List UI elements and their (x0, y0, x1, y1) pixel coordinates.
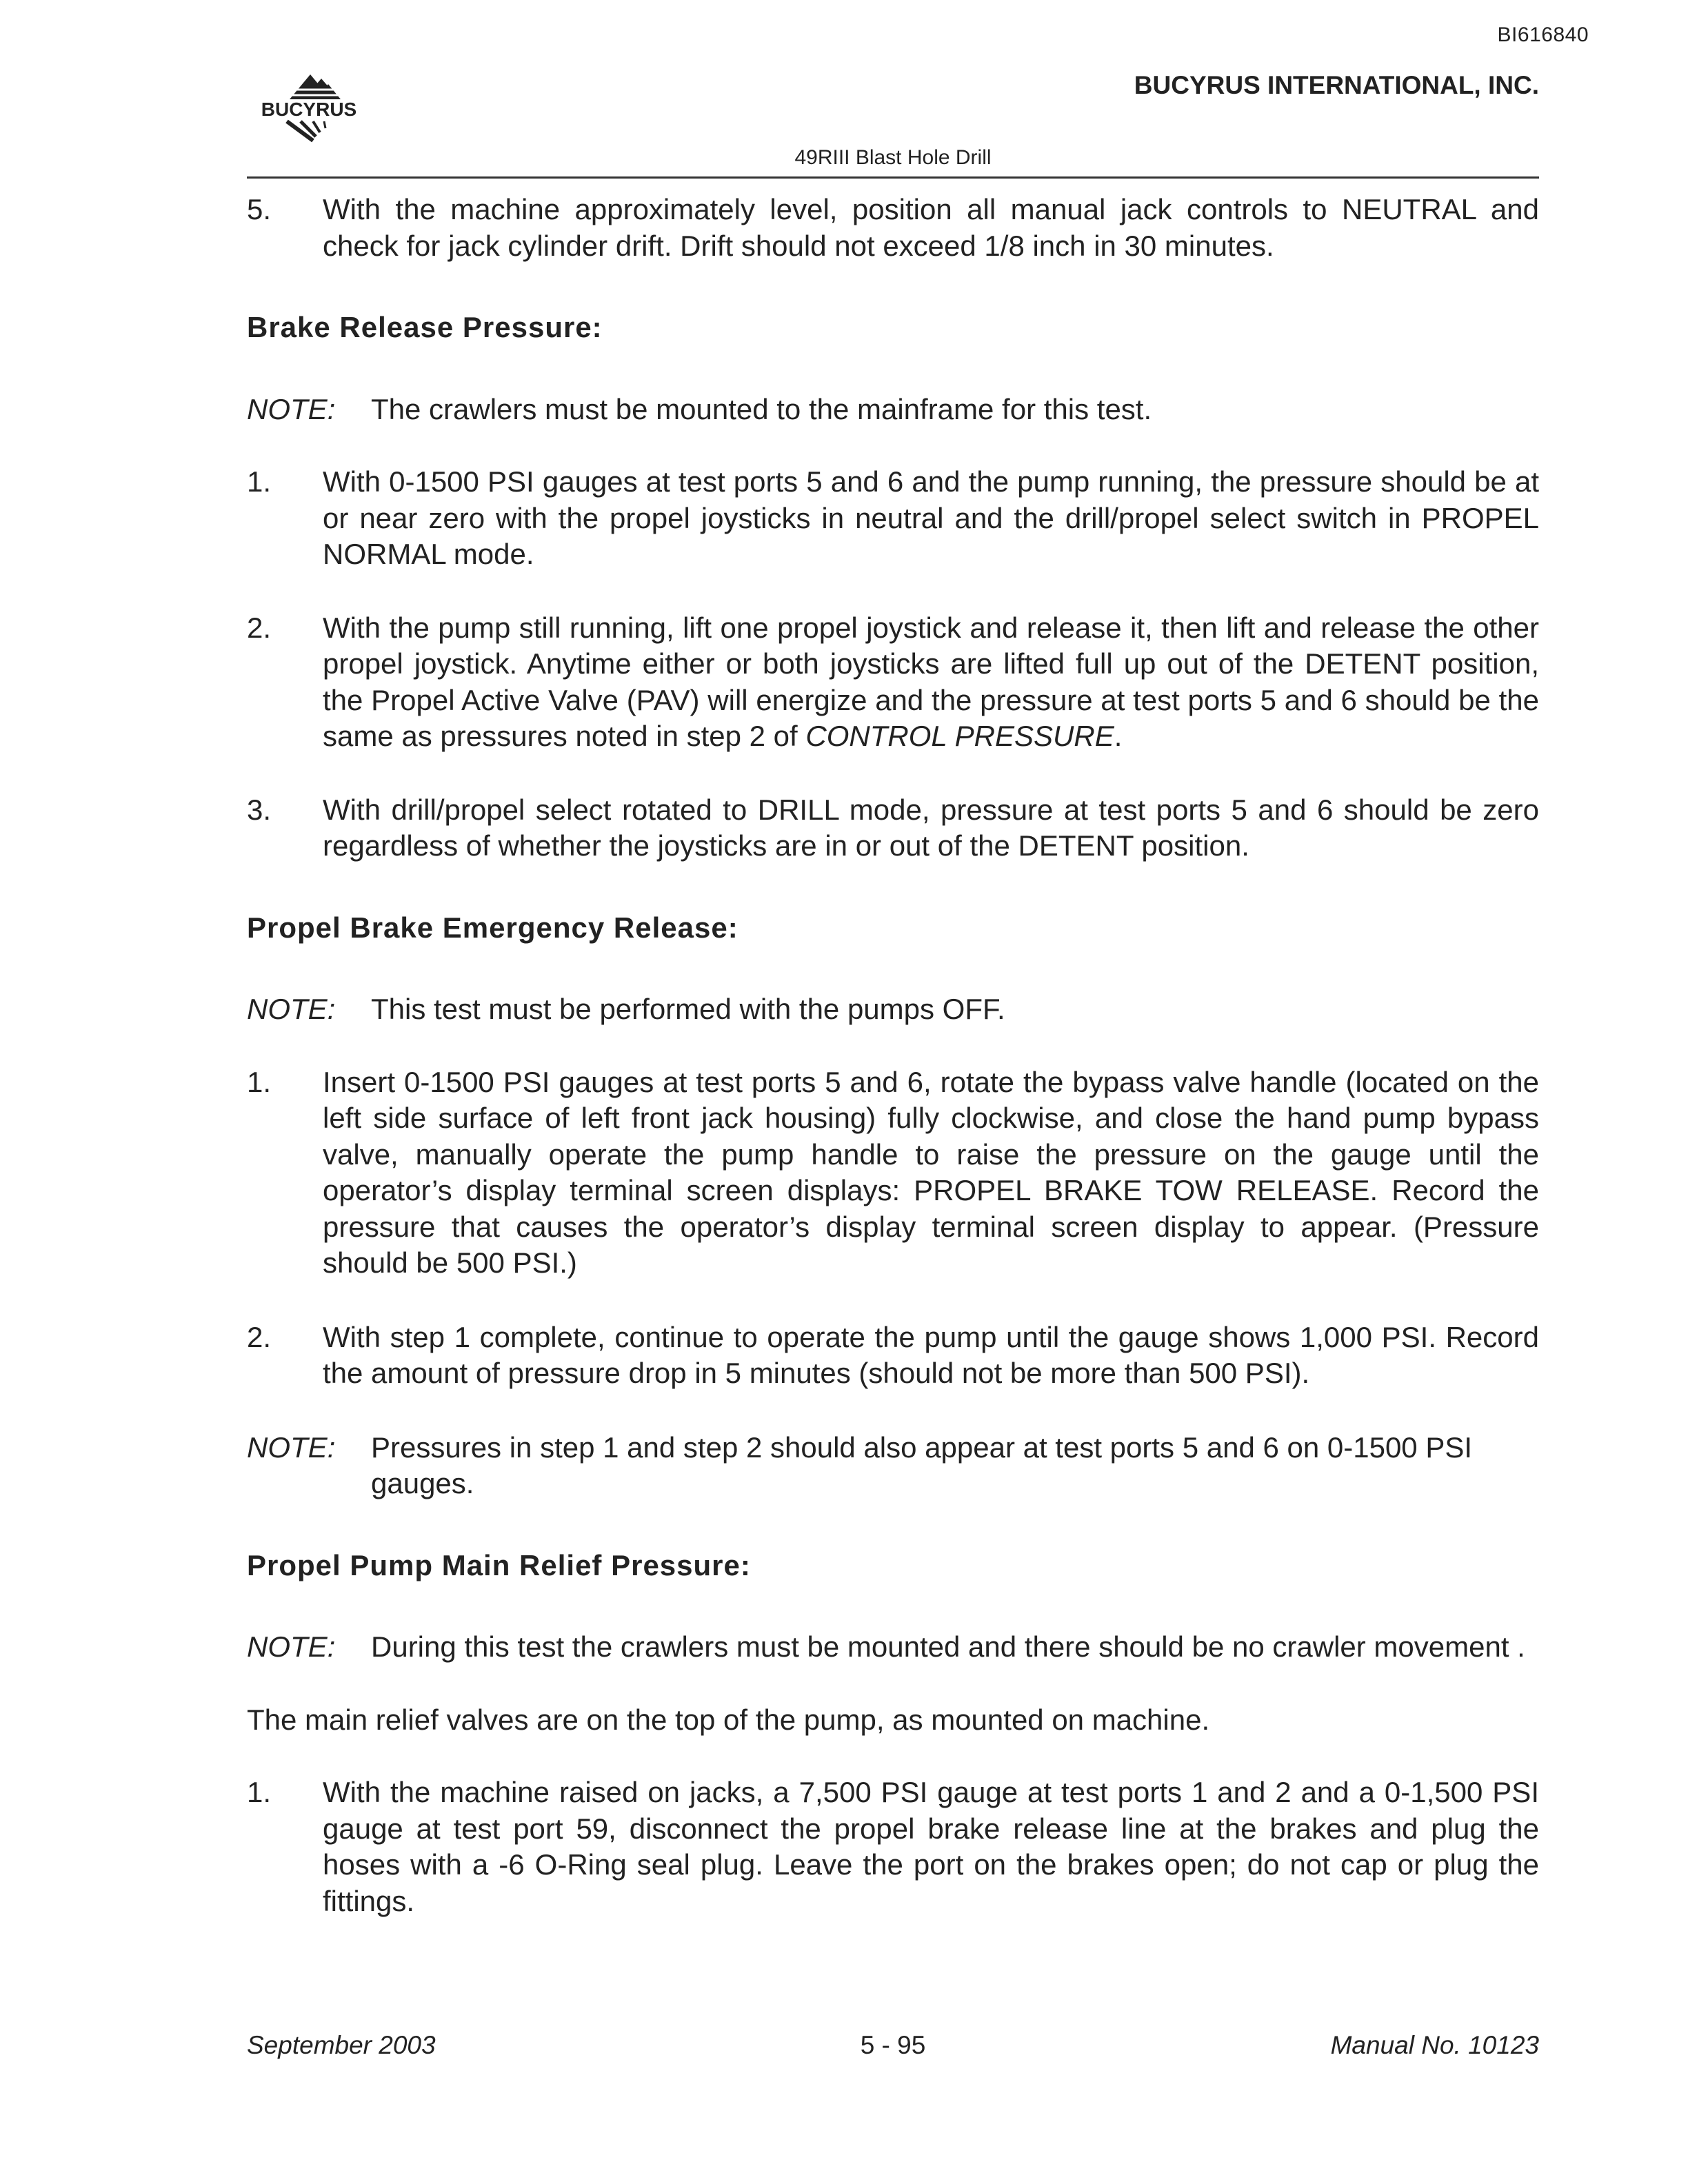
note (247, 991, 1539, 1028)
page-number: 5 - 95 (860, 2031, 926, 2059)
step-number: 1. (247, 1065, 272, 1098)
header-divider (247, 176, 1539, 179)
step-number: 1. (247, 465, 272, 498)
step-text: With 0-1500 PSI gauges at test ports 5 and 6 and the pump running, the pressure should be at or near zero with the propel joysticks in neutral and the drill/propel select switch in PROPEL NORMAL mode. (323, 465, 1539, 570)
note-label: NOTE: (247, 993, 336, 1025)
step-text: With the machine approximately level, position all manual jack controls to NEUTRAL and check for jack cylinder drift. Drift should not exceed 1/8 inch in 30 minutes. (323, 193, 1539, 262)
note-text: The crawlers must be mounted to the mainframe for this test. (371, 392, 1152, 425)
step-text-reference: CONTROL PRESSURE (805, 720, 1114, 752)
step-text: With step 1 complete, continue to operate the pump until the gauge shows 1,000 PSI. Record the amount of pressure drop in 5 minutes (should not be more than 500 PSI). (323, 1320, 1539, 1389)
list-item (247, 610, 1539, 755)
document-subtitle: 49RIII Blast Hole Drill (794, 146, 992, 169)
page-content (247, 192, 1539, 1919)
section-heading: Propel Brake Emergency Release: (247, 911, 738, 944)
note-label: NOTE: (247, 1430, 336, 1464)
note (247, 1430, 1539, 1502)
section-heading: Propel Pump Main Relief Pressure: (247, 1548, 751, 1581)
company-name: BUCYRUS INTERNATIONAL, INC. (1134, 71, 1539, 99)
note-label: NOTE: (247, 392, 336, 425)
footer-date: September 2003 (247, 2031, 436, 2059)
note (247, 392, 1539, 428)
list-item (247, 1320, 1539, 1392)
note-text: This test must be performed with the pumps OFF. (371, 993, 1005, 1025)
step-number: 3. (247, 793, 272, 826)
paragraph: The main relief valves are on the top of the pump, as mounted on machine. (247, 1703, 1210, 1736)
list-item (247, 1775, 1539, 1919)
list-item (247, 1064, 1539, 1282)
step-text-end: . (1114, 720, 1123, 752)
step-text: With drill/propel select rotated to DRILL mode, pressure at test ports 5 and 6 should be zero regardless of whether the joysticks are in or out of the DETENT position. (323, 793, 1539, 862)
step-text (323, 610, 1539, 755)
note-label: NOTE: (247, 1630, 336, 1663)
step-text: Insert 0-1500 PSI gauges at test ports 5 and 6, rotate the bypass valve handle (located on the left side surface of left front jack housing) fully clockwise, and close the hand pump bypass valve, manually operate the pump handle to raise the pressure on the gauge until the operator’s display terminal screen displays: PROPEL BRAKE TOW RELEASE. Record the pressure that causes the operator’s display terminal screen display to appear. (Pressure should be 500 PSI.) (323, 1065, 1539, 1279)
list-item (247, 464, 1539, 573)
document-id: BI616840 (1497, 23, 1589, 46)
section-heading: Brake Release Pressure: (247, 311, 603, 343)
note-text: During this test the crawlers must be mounted and there should be no crawler movement . (371, 1630, 1525, 1663)
note-text: Pressures in step 1 and step 2 should also appear at test ports 5 and 6 on 0-1500 PSI gauges. (371, 1430, 1473, 1499)
step-number: 2. (247, 611, 272, 644)
bucyrus-logo (247, 69, 371, 150)
manual-number: Manual No. 10123 (1330, 2031, 1539, 2059)
step-text-main: With the pump still running, lift one propel joystick and release it, then lift and release the other propel joystick. Anytime either or both joysticks are lifted full up out of the DETENT position, the Propel Active Valve (PAV) will energize and the pressure at test ports 5 and 6 should be the same as pressures noted in step 2 of (323, 611, 1539, 752)
list-item (247, 792, 1539, 865)
step-number: 2. (247, 1320, 272, 1353)
svg-text:BUCYRUS: BUCYRUS (261, 99, 357, 120)
step-number: 5. (247, 193, 272, 225)
step-number: 1. (247, 1776, 272, 1808)
note (247, 1629, 1539, 1666)
step-text: With the machine raised on jacks, a 7,500 PSI gauge at test ports 1 and 2 and a 0-1,500 PSI gauge at test port 59, disconnect the propel brake release line at the brakes and plug the hoses with a -6 O-Ring seal plug. Leave the port on the brakes open; do not cap or plug the fittings. (323, 1776, 1539, 1917)
list-item (247, 192, 1539, 264)
